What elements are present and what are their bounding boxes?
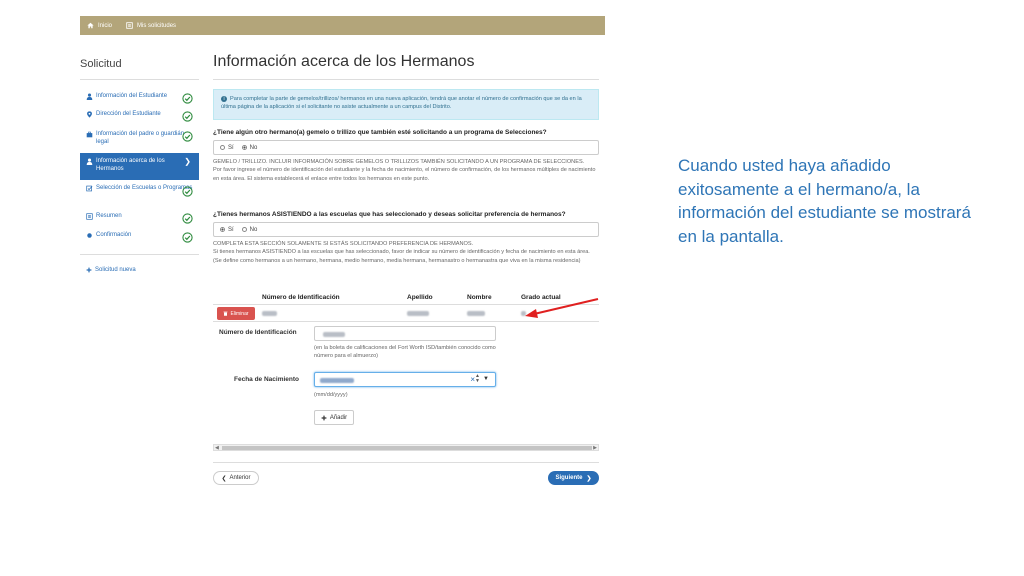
dob-input[interactable] bbox=[314, 372, 496, 387]
next-button[interactable] bbox=[548, 471, 599, 485]
sibling-last-name-redacted bbox=[407, 311, 429, 316]
check-circle-icon bbox=[182, 111, 193, 122]
footer-divider bbox=[213, 462, 599, 463]
trash-icon bbox=[223, 311, 228, 316]
table-divider bbox=[213, 321, 599, 322]
user-icon bbox=[86, 158, 93, 165]
check-circle-icon bbox=[182, 131, 193, 142]
sidebar-item-student-info[interactable] bbox=[80, 90, 199, 108]
twins-yes-option[interactable]: Sí bbox=[220, 145, 234, 151]
delete-sibling-button[interactable] bbox=[217, 307, 255, 320]
slide-caption: Cuando usted haya añadido exitosamente a el hermano/a, la información del estudiante se mostrará en la pantalla. bbox=[678, 156, 971, 246]
next-label: Siguiente bbox=[555, 475, 583, 481]
sidebar-item-confirmation[interactable] bbox=[80, 227, 199, 246]
twins-radio-group bbox=[213, 140, 599, 155]
col-header-id: Número de Identificación bbox=[262, 294, 340, 301]
dot-icon bbox=[86, 232, 93, 239]
radio-yes[interactable] bbox=[220, 227, 225, 232]
siblings-no-option[interactable]: No bbox=[242, 227, 258, 233]
new-request-label: Solicitud nueva bbox=[95, 267, 136, 273]
add-label: Añadir bbox=[329, 414, 348, 421]
sidebar-divider bbox=[80, 254, 199, 255]
sidebar-item-label: Información del Estudiante bbox=[96, 93, 168, 99]
new-request-link[interactable] bbox=[86, 267, 136, 273]
user-icon bbox=[86, 93, 93, 100]
check-circle-icon bbox=[182, 186, 193, 197]
id-value-redacted bbox=[323, 332, 345, 337]
add-sibling-button[interactable] bbox=[314, 410, 354, 425]
scroll-right-icon[interactable]: ▶ bbox=[593, 445, 597, 451]
dob-help: (mm/dd/yyyy) bbox=[314, 392, 348, 398]
radio-no[interactable] bbox=[242, 227, 247, 232]
chevron-left-icon: ❮ bbox=[221, 475, 227, 482]
nav-home-label: Inicio bbox=[98, 22, 113, 29]
list-icon bbox=[126, 22, 133, 29]
title-divider bbox=[213, 79, 599, 80]
sidebar-item-label: Dirección del Estudiante bbox=[96, 111, 161, 117]
info-alert bbox=[213, 89, 599, 120]
list-box-icon bbox=[86, 213, 93, 220]
sidebar-title: Solicitud bbox=[80, 58, 122, 70]
check-circle-icon bbox=[182, 93, 193, 104]
nav-my-requests[interactable] bbox=[126, 22, 176, 29]
radio-yes[interactable] bbox=[220, 145, 225, 150]
horizontal-scrollbar[interactable] bbox=[213, 444, 599, 451]
annotation-arrow-icon bbox=[520, 296, 602, 320]
siblings-help: COMPLETA ESTA SECCIÓN SOLAMENTE SI ESTÁS SOLICITANDO PREFERENCIA DE HERMANOS. Si tienes hermanos ASISTIENDO a las escuelas que has seleccionado, favor de indicar su número de identificación y fecha de nacimiento en esta área. (Se define como hermanos a un hermano, hermana, medio hermano, media hermana, hermanastro o hermanastra que viva en la misma residencia) bbox=[213, 241, 590, 264]
twins-help: GEMELO / TRILLIZO. INCLUIR INFORMACIÓN SOBRE GEMELOS O TRILLIZOS TAMBIÉN SOLICITANDO A UN PROGRAMA DE SELECCIONES. Por favor ingrese el número de identificación del estudiante y la fecha de nacimiento, el número de confirmación, de los hermanos múltiples de nacimiento en esta área. El sistema establecerá el enlace entre todos los hermanos en este punto. bbox=[213, 159, 596, 182]
dropdown-icon[interactable]: ▼ bbox=[483, 376, 489, 382]
nav-home[interactable] bbox=[87, 22, 112, 29]
info-text: Para completar la parte de gemelos/trillizos/ hermanos en una nueva aplicación, tendrá que anotar el número de confirmación que se da en la última página de la aplicación si el solicitante no asiste actualmente a un campus del Distrito. bbox=[221, 96, 582, 110]
twins-no-option[interactable]: No bbox=[242, 145, 258, 151]
chevron-right-icon: ❯ bbox=[184, 157, 191, 166]
twins-question: ¿Tiene algún otro hermano(a) gemelo o trillizo que también esté solicitando a un programa de Selecciones? bbox=[213, 129, 547, 136]
siblings-question: ¿Tienes hermanos ASISTIENDO a las escuelas que has seleccionado y deseas solicitar preferencia de hermanos? bbox=[213, 211, 566, 218]
sidebar-item-parent-info[interactable] bbox=[80, 128, 199, 153]
checkbox-edit-icon bbox=[86, 185, 93, 192]
sidebar-item-student-address[interactable] bbox=[80, 108, 199, 128]
sibling-id-redacted bbox=[262, 311, 277, 316]
sibling-first-name-redacted bbox=[467, 311, 485, 316]
col-header-first-name: Nombre bbox=[467, 294, 492, 301]
sidebar-item-siblings[interactable] bbox=[80, 153, 199, 180]
col-header-grade: Grado actual bbox=[521, 294, 561, 301]
page-title: Información acerca de los Hermanos bbox=[213, 53, 475, 70]
sidebar-item-label: Selección de Escuelas o Programas bbox=[96, 185, 193, 191]
plus-icon bbox=[321, 415, 327, 421]
chevron-right-icon: ❯ bbox=[586, 475, 592, 482]
clear-icon[interactable]: × bbox=[470, 375, 475, 384]
id-input[interactable] bbox=[314, 326, 496, 341]
map-pin-icon bbox=[86, 111, 93, 118]
sidebar-item-label: Resumen bbox=[96, 213, 122, 219]
briefcase-icon bbox=[86, 131, 93, 138]
sidebar-item-label: Confirmación bbox=[96, 232, 132, 238]
previous-button[interactable] bbox=[213, 471, 259, 485]
plus-icon bbox=[86, 267, 92, 273]
dob-label: Fecha de Nacimiento bbox=[234, 376, 300, 383]
sidebar-divider bbox=[80, 79, 199, 80]
spinner-icon[interactable]: ▲ ▼ bbox=[475, 373, 480, 384]
sidebar-nav bbox=[80, 90, 199, 246]
id-label: Número de Identificación bbox=[219, 329, 297, 336]
siblings-radio-group bbox=[213, 222, 599, 237]
scroll-left-icon[interactable]: ◀ bbox=[215, 445, 219, 451]
check-circle-icon bbox=[182, 232, 193, 243]
top-nav-bar bbox=[80, 16, 605, 35]
dob-value-redacted bbox=[320, 378, 354, 383]
sidebar-item-label: Información acerca de los Hermanos bbox=[96, 158, 165, 172]
delete-label: Eliminar bbox=[230, 310, 249, 317]
info-icon: i bbox=[221, 96, 227, 102]
home-icon bbox=[87, 22, 94, 29]
radio-no[interactable] bbox=[242, 145, 247, 150]
id-help: (en la boleta de calificaciones del Fort Worth ISD/también conocido como número para el almuerzo) bbox=[314, 345, 496, 359]
siblings-yes-option[interactable]: Sí bbox=[220, 227, 234, 233]
sidebar-item-label: Información del padre o guardián legal bbox=[96, 131, 185, 145]
sidebar-item-school-selection[interactable] bbox=[80, 180, 199, 208]
col-header-last-name: Apellido bbox=[407, 294, 433, 301]
nav-my-requests-label: Mis solicitudes bbox=[137, 22, 177, 29]
sidebar-item-summary[interactable] bbox=[80, 208, 199, 227]
scrollbar-thumb[interactable] bbox=[222, 446, 592, 450]
previous-label: Anterior bbox=[229, 475, 251, 481]
check-circle-icon bbox=[182, 213, 193, 224]
